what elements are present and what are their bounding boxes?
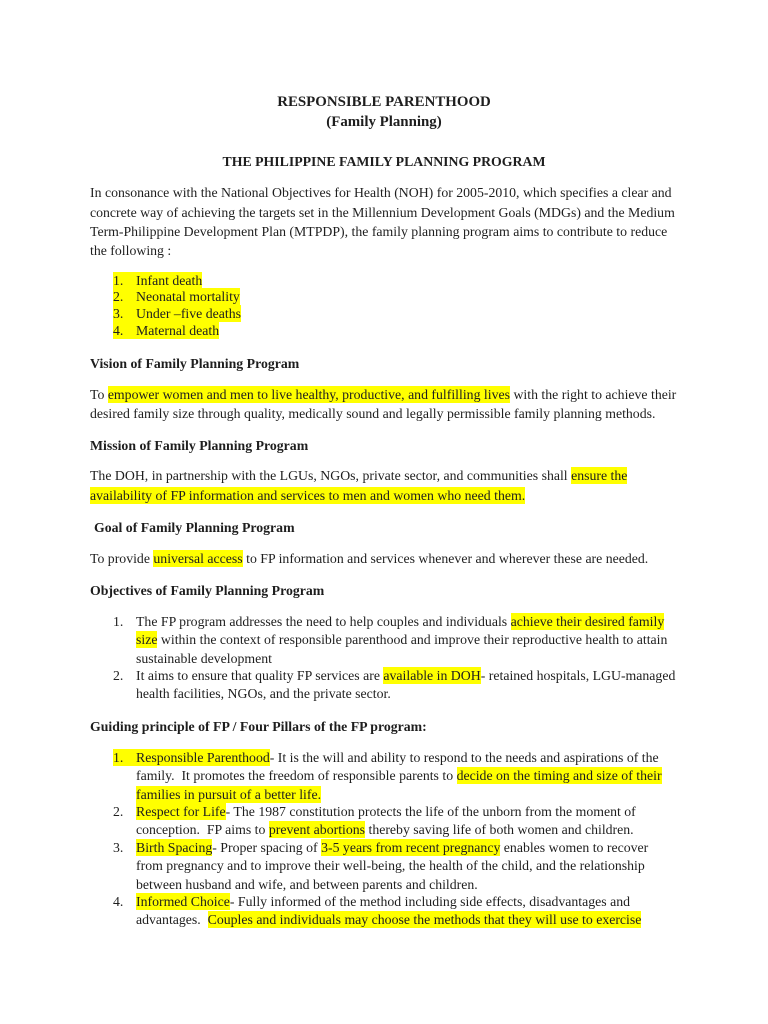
list-item-text: Under –five deaths [136, 305, 241, 321]
pillar-term: Informed Choice [136, 893, 230, 909]
highlighted-text: achieve their desired family [510, 613, 665, 629]
highlighted-text: size [136, 632, 158, 648]
pillar-term: Birth Spacing [136, 839, 213, 855]
objective-item-1 [113, 613, 667, 669]
mission-paragraph [90, 466, 627, 505]
highlighted-text [113, 749, 270, 766]
list-item-text: Neonatal mortality [136, 289, 240, 305]
text-line [113, 650, 667, 669]
list-item-text: Maternal death [136, 322, 220, 338]
text-run: The DOH, in partnership with the LGUs, NGOs, private sector, and communities shall [90, 468, 572, 484]
highlighted-text [113, 288, 240, 305]
text-line [113, 613, 667, 632]
intro-paragraph [90, 183, 675, 260]
list-item [113, 323, 241, 340]
list-number: 3. [113, 839, 124, 855]
highlighted-text: decide on the timing and size of their [456, 768, 662, 784]
list-number: 4. [113, 893, 124, 909]
text-line [90, 549, 648, 568]
highlighted-text: prevent abortions [268, 822, 366, 838]
text-line [113, 767, 662, 786]
highlighted-text [113, 305, 241, 322]
mission-heading: Mission of Family Planning Program [90, 437, 309, 453]
text-line: the following : [90, 243, 172, 259]
pillar-item-1 [113, 749, 662, 805]
text-line [113, 839, 648, 858]
text-line [90, 385, 676, 404]
list-number: 1. [113, 613, 124, 629]
list-number: 2. [113, 289, 124, 305]
program-heading: THE PHILIPPINE FAMILY PLANNING PROGRAM [222, 153, 546, 169]
highlighted-text: 3-5 years from recent pregnancy [321, 839, 501, 855]
reduction-targets-list [113, 273, 241, 340]
text-line [90, 466, 627, 486]
list-item [113, 306, 241, 323]
text-line [113, 786, 662, 805]
list-item [113, 289, 241, 306]
text-run: - retained hospitals, LGU-managed [480, 667, 676, 683]
pillar-item-4 [113, 893, 641, 930]
highlighted-text [113, 322, 219, 339]
text-run: The FP program addresses the need to help couples and individuals [136, 613, 511, 629]
text-line: concrete way of achieving the targets set in the Millennium Development Goals (MDGs) and the Medium [90, 204, 675, 220]
text-run: within the context of responsible parenthood and improve their reproductive health to attain [157, 632, 668, 648]
text-run: desired family size through quality, medically sound and legally permissible family planning methods. [90, 405, 656, 421]
highlighted-text: availability of FP information and services to men and women who need them. [90, 487, 526, 503]
highlighted-text: empower women and men to live healthy, productive, and fulfilling lives [107, 386, 510, 402]
pillar-term: Respect for Life [136, 803, 226, 819]
text-line [113, 803, 636, 822]
text-run: to FP information and services whenever and wherever these are needed. [242, 550, 649, 566]
text-run: sustainable development [136, 650, 273, 666]
text-run: health facilities, NGOs, and the private sector. [136, 686, 391, 702]
text-line [113, 667, 675, 686]
highlighted-text: available in DOH [383, 667, 481, 683]
vision-heading: Vision of Family Planning Program [90, 355, 300, 371]
list-number: 2. [113, 803, 124, 819]
list-number: 1. [113, 272, 124, 288]
objective-item-2 [113, 667, 675, 704]
text-run: thereby saving life of both women and children. [365, 822, 634, 838]
text-run: - Proper spacing of [212, 839, 322, 855]
text-run: To provide [90, 550, 154, 566]
text-line [113, 749, 662, 768]
pillars-heading: Guiding principle of FP / Four Pillars of the FP program: [90, 718, 427, 734]
highlighted-text: ensure the [571, 468, 628, 484]
vision-paragraph [90, 385, 676, 423]
goal-heading: Goal of Family Planning Program [94, 519, 295, 535]
pillar-term: Responsible Parenthood [136, 749, 270, 765]
text-line [113, 893, 641, 912]
text-line: In consonance with the National Objectives for Health (NOH) for 2005-2010, which specifies a clear and [90, 185, 672, 201]
list-item-text: Infant death [136, 272, 203, 288]
text-line [113, 857, 648, 876]
text-run: conception. FP aims to [136, 822, 269, 838]
highlighted-text: Couples and individuals may choose the methods that they will use to exercise [207, 912, 642, 928]
text-run: To [90, 386, 108, 402]
text-run: - Fully informed of the method including side effects, disadvantages and [229, 893, 631, 909]
highlighted-text: families in pursuit of a better life. [136, 786, 322, 802]
document-subtitle: (Family Planning) [326, 114, 442, 130]
list-number: 1. [113, 749, 124, 765]
text-line [90, 486, 627, 506]
text-run: - It is the will and ability to respond to the needs and aspirations of the [269, 749, 659, 765]
highlighted-text: universal access [153, 550, 243, 566]
pillar-item-2 [113, 803, 636, 840]
goal-paragraph [90, 549, 648, 568]
pillar-item-3 [113, 839, 648, 895]
list-number: 2. [113, 667, 124, 683]
list-number: 3. [113, 305, 124, 321]
text-run: advantages. [136, 912, 208, 928]
text-run: family. It promotes the freedom of responsible parents to [136, 768, 457, 784]
text-line [113, 911, 641, 930]
list-number: 4. [113, 322, 124, 338]
text-run: from pregnancy and to improve their well-being, the health of the child, and the relationship [136, 858, 645, 874]
text-run: with the right to achieve their [510, 386, 677, 402]
text-line [113, 685, 675, 704]
document-title: RESPONSIBLE PARENTHOOD [277, 94, 491, 110]
text-run: It aims to ensure that quality FP services are [136, 667, 384, 683]
text-line [113, 631, 667, 650]
text-line [90, 404, 676, 423]
text-line [113, 821, 636, 840]
text-line: Term-Philippine Development Plan (MTPDP), the family planning program aims to contribute to reduce [90, 223, 668, 239]
text-run: between husband and wife, and between parents and children. [136, 876, 478, 892]
objectives-heading: Objectives of Family Planning Program [90, 582, 325, 598]
list-item [113, 273, 241, 290]
highlighted-text [113, 272, 202, 289]
text-run: enables women to recover [500, 839, 649, 855]
text-line [113, 876, 648, 895]
text-run: - The 1987 constitution protects the life of the unborn from the moment of [225, 803, 636, 819]
